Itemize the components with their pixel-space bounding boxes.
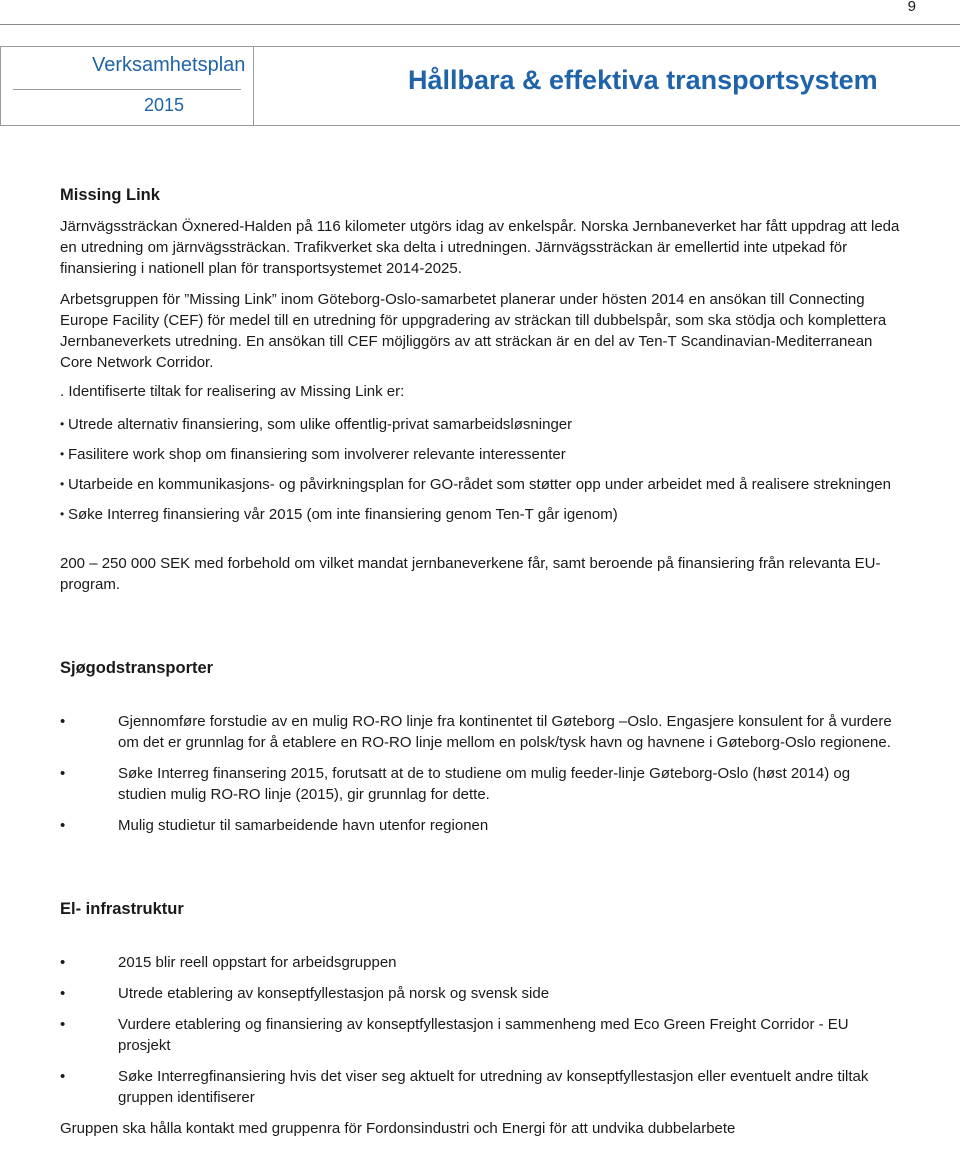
header-divider — [13, 89, 241, 90]
list-item — [60, 952, 900, 973]
missing-link-heading: Missing Link — [60, 186, 160, 204]
el-infra-section — [60, 898, 900, 1139]
header-year: 2015 — [144, 95, 185, 115]
list-item-text: Søke Interreg finansering 2015, forutsatt at de to studiene om mulig feeder-linje Gøteborg-Oslo (høst 2014) og studien mulig RO-RO linje (2015), gir grunnlag for dette. — [118, 765, 851, 803]
missing-link-paragraph-1: Järnvägssträckan Öxnered-Halden på 116 kilometer utgörs idag av enkelspår. Norska Jernbaneverket har fått uppdrag att leda en utredning om järnvägssträckan. Trafikverket ska delta i utredningen. Järnvägssträckan är emellertid inte utpekad för finansiering i nationell plan för transportsystemet 2014-2025. — [60, 218, 900, 277]
list-item: • Utarbeide en kommunikasjons- og påvirkningsplan for GO-rådet som støtter opp under arbeidet med å realisere strekningen — [60, 474, 900, 495]
bullet-icon: • — [60, 713, 66, 730]
list-item-text: Søke Interregfinansiering hvis det viser seg aktuelt for utredning av konseptfyllestasjon eller eventuelt andre tiltak gruppen identifiserer — [118, 1068, 869, 1106]
list-item-text: Gjennomføre forstudie av en mulig RO-RO linje fra kontinentet til Gøteborg –Oslo. Engasjere konsulent for å vurdere om det er grunnlag for å etablere en RO-RO linje mellom en polsk/tysk havn og havnene i Gøteborg-Oslo regionene. — [118, 713, 892, 751]
sjogods-heading: Sjøgodstransporter — [60, 659, 214, 677]
header-right-box — [253, 46, 960, 126]
bullet-icon: • — [60, 1068, 66, 1085]
budget-paragraph: 200 – 250 000 SEK med forbehold om vilket mandat jernbaneverkene får, samt beroende på finansiering från relevanta EU-program. — [60, 555, 881, 593]
list-item: • Fasilitere work shop om finansiering som involverer relevante interessenter — [60, 444, 900, 465]
sjogods-list — [60, 711, 900, 836]
list-item — [60, 983, 900, 1004]
bullet-icon: • — [60, 985, 66, 1002]
header-left-box — [0, 46, 254, 126]
page-title: Hållbara & effektiva transportsystem — [408, 65, 878, 95]
list-item — [60, 763, 900, 805]
list-item — [60, 711, 900, 753]
bullet-icon: • — [60, 817, 66, 834]
missing-link-list — [60, 414, 900, 525]
bullet-icon: • — [60, 765, 66, 782]
list-item — [60, 1066, 900, 1108]
el-infra-list — [60, 952, 900, 1108]
closing-paragraph: Gruppen ska hålla kontakt med gruppenra för Fordonsindustri och Energi för att undvika dubbelarbete — [60, 1120, 736, 1137]
list-item: • Utrede alternativ finansiering, som ulike offentlig-privat samarbeidsløsninger — [60, 414, 900, 435]
header-label: Verksamhetsplan — [92, 54, 246, 76]
list-item-text: Mulig studietur til samarbeidende havn utenfor regionen — [118, 817, 489, 834]
page-header — [0, 46, 960, 128]
bullet-icon: • — [60, 954, 66, 971]
page-number: 9 — [907, 0, 916, 15]
list-item — [60, 815, 900, 836]
list-item-text: Utrede etablering av konseptfyllestasjon på norsk og svensk side — [118, 985, 550, 1002]
document-body — [60, 184, 900, 1139]
top-divider — [0, 24, 960, 25]
sjogods-section — [60, 657, 900, 836]
list-item-text: 2015 blir reell oppstart for arbeidsgruppen — [118, 954, 397, 971]
list-item-text: Vurdere etablering og finansiering av konseptfyllestasjon i sammenheng med Eco Green Freight Corridor - EU prosjekt — [118, 1016, 849, 1054]
missing-link-paragraph-3: . Identifiserte tiltak for realisering av Missing Link er: — [60, 383, 405, 400]
list-item: • Søke Interreg finansiering vår 2015 (om inte finansiering genom Ten-T går igenom) — [60, 504, 900, 525]
missing-link-paragraph-2: Arbetsgruppen för ”Missing Link” inom Göteborg-Oslo-samarbetet planerar under hösten 2014 en ansökan till Connecting Europe Facility (CEF) för medel till en utredning för uppgradering av sträckan till dubbelspår, som ska stödja och komplettera Jernbaneverkets utredning. En ansökan till CEF möjliggörs av att sträckan är en del av Ten-T Scandinavian-Mediterranean Core Network Corridor. — [60, 291, 887, 371]
bullet-icon: • — [60, 1016, 66, 1033]
list-item — [60, 1014, 900, 1056]
el-infra-heading: El- infrastruktur — [60, 900, 184, 918]
